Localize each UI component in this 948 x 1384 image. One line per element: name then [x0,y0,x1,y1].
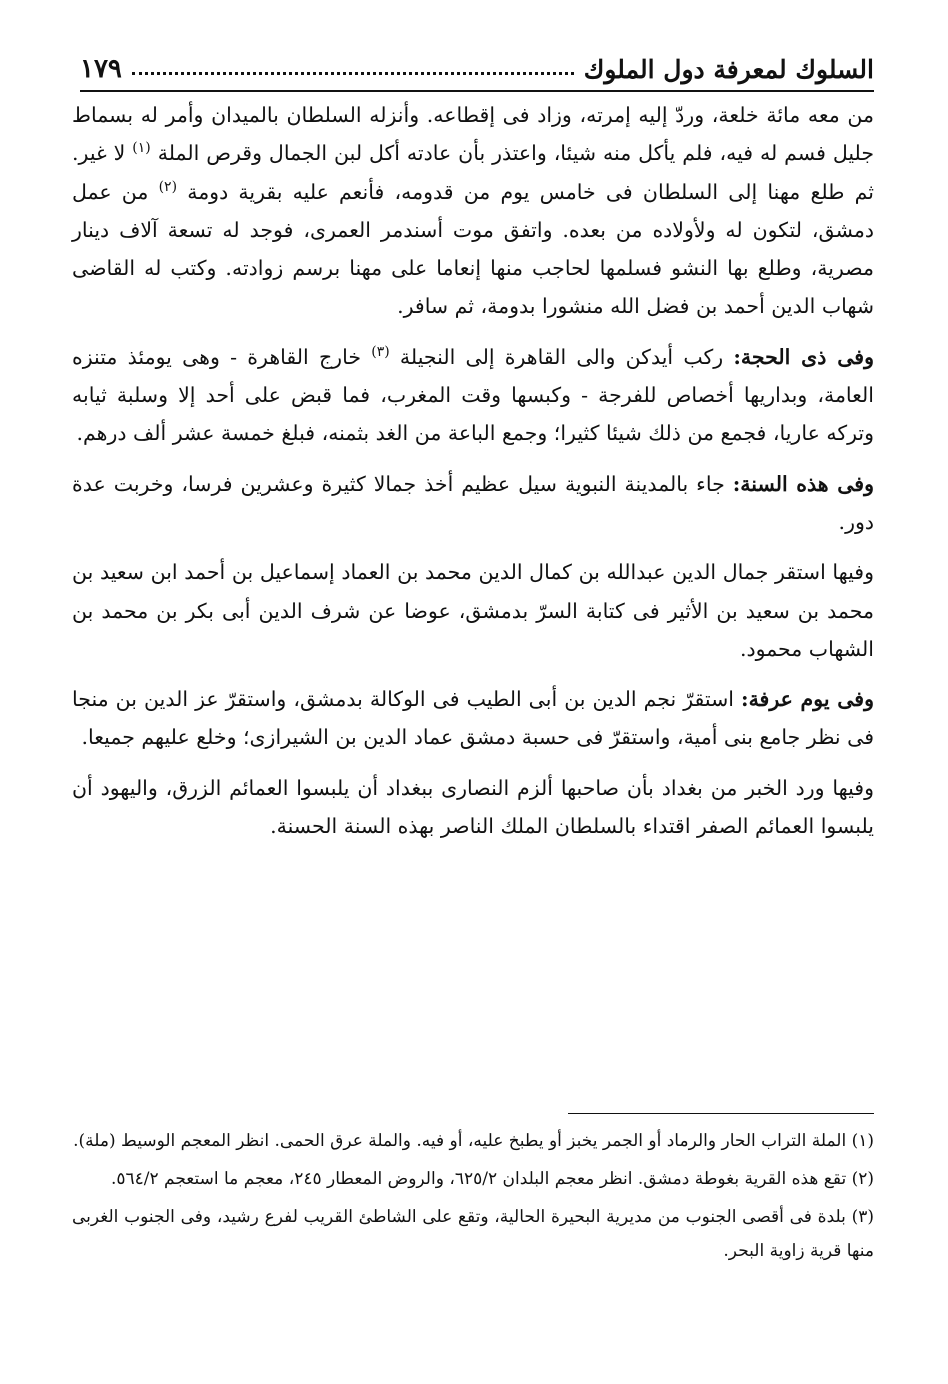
paragraph-5-text: استقرّ نجم الدين بن أبى الطيب فى الوكالة بدمشق، واستقرّ عز الدين بن منجا فى نظر جامع بنى أمية، واستقرّ فى حسبة دمشق عماد الدين بن الشيرازى؛ وخلع عليهم جميعا. [72,687,874,750]
footnote-ref-2: (٢) [158,178,178,195]
footnotes [72,1124,874,1272]
dotted-leader [132,72,574,75]
paragraph-2-lead: وفى ذى الحجة: [733,344,874,369]
footnote-ref-3: (٣) [371,343,390,360]
main-text [72,96,874,857]
footnote-ref-1: (١) [132,140,151,157]
paragraph-2-part-b: خارج القاهرة - وهى يومئذ متنزه العامة، وبداريها أخصاص للفرجة - وكبسها وقت المغرب، فما قبض على أحد إلا وسلبة ثيابه وتركه عاريا، فجمع من ذلك شيئا كثيرا؛ وجمع الباعة من الغد بثمنه، فبلغ خمسة عشر ألف درهم. [72,344,874,446]
paragraph-5-lead: وفى يوم عرفة: [741,687,874,712]
paragraph-2 [72,338,874,453]
paragraph-4-text: وفيها استقر جمال الدين عبدالله بن كمال الدين محمد بن العماد إسماعيل بن أحمد ابن سعيد بن محمد بن سعيد بن الأثير فى كتابة السرّ بدمشق، عوضا عن شرف الدين أبى بكر بن محمد بن الشهاب محمود. [72,560,874,661]
paragraph-1-part-b: لا غير. ثم طلع مهنا إلى السلطان فى خامس يوم من قدومه، فأنعم عليه بقرية دومة [72,141,874,204]
page-number: ١٧٩ [80,54,122,84]
paragraph-4 [72,553,874,668]
footnote-1: (١) الملة التراب الحار والرماد أو الجمر يخبز أو يطبخ عليه، أو فيه. والملة عرق الحمى. انظر المعجم الوسيط (ملة). [73,1131,874,1151]
paragraph-6-text: وفيها ورد الخبر من بغداد بأن صاحبها ألزم النصارى ببغداد أن يلبسوا العمائم الزرق، واليهود أن يلبسوا العمائم الصفر اقتداء بالسلطان الملك الناصر بهذه السنة الحسنة. [72,775,874,839]
paragraph-3-lead: وفى هذه السنة: [732,471,874,496]
footnote-separator [568,1113,874,1114]
footnote-2: (٢) تقع هذه القرية بغوطة دمشق. انظر معجم البلدان ٦٢٥/٢، والروض المعطار ٢٤٥، معجم ما استعجم ٥٦٤/٢. [110,1169,874,1189]
paragraph-2-part-a: ركب أيدكن والى القاهرة إلى النجيلة [389,344,734,369]
paragraph-1 [72,96,874,326]
paragraph-1-part-c: من عمل دمشق، لتكون له ولأولاده من بعده. واتفق موت أسندمر العمرى، فوجد له تسعة آلاف دينار مصرية، وطلع بها النشو فسلمها لحاجب منها إنعاما على مهنا برسم زوادته. وكتب له القاضى شهاب الدين أحمد بن فضل الله منشورا بدومة، ثم سافر. [72,179,874,319]
paragraph-6 [72,769,874,846]
footnote-3: (٣) بلدة فى أقصى الجنوب من مديرية البحيرة الحالية، وتقع على الشاطئ القريب لفرع رشيد، وفى الجنوب الغربى منها قرية زاوية البحر. [72,1207,874,1261]
page-header [80,44,874,92]
paragraph-3-text: جاء بالمدينة النبوية سيل عظيم أخذ جمالا كثيرة وعشرين فرسا، وخربت عدة دور. [72,471,874,534]
paragraph-5 [72,680,874,757]
running-title: السلوك لمعرفة دول الملوك [583,55,874,84]
paragraph-3 [72,465,874,542]
paragraph-1-part-a: من معه مائة خلعة، وردّ إليه إمرته، وزاد فى إقطاعه. وأنزله السلطان بالميدان وأمر له بسماط جليل فسم له فيه، فلم يأكل منه شيئا، واعتذر بأن عادته أكل لبن الجمال وقرص الملة [72,103,874,166]
